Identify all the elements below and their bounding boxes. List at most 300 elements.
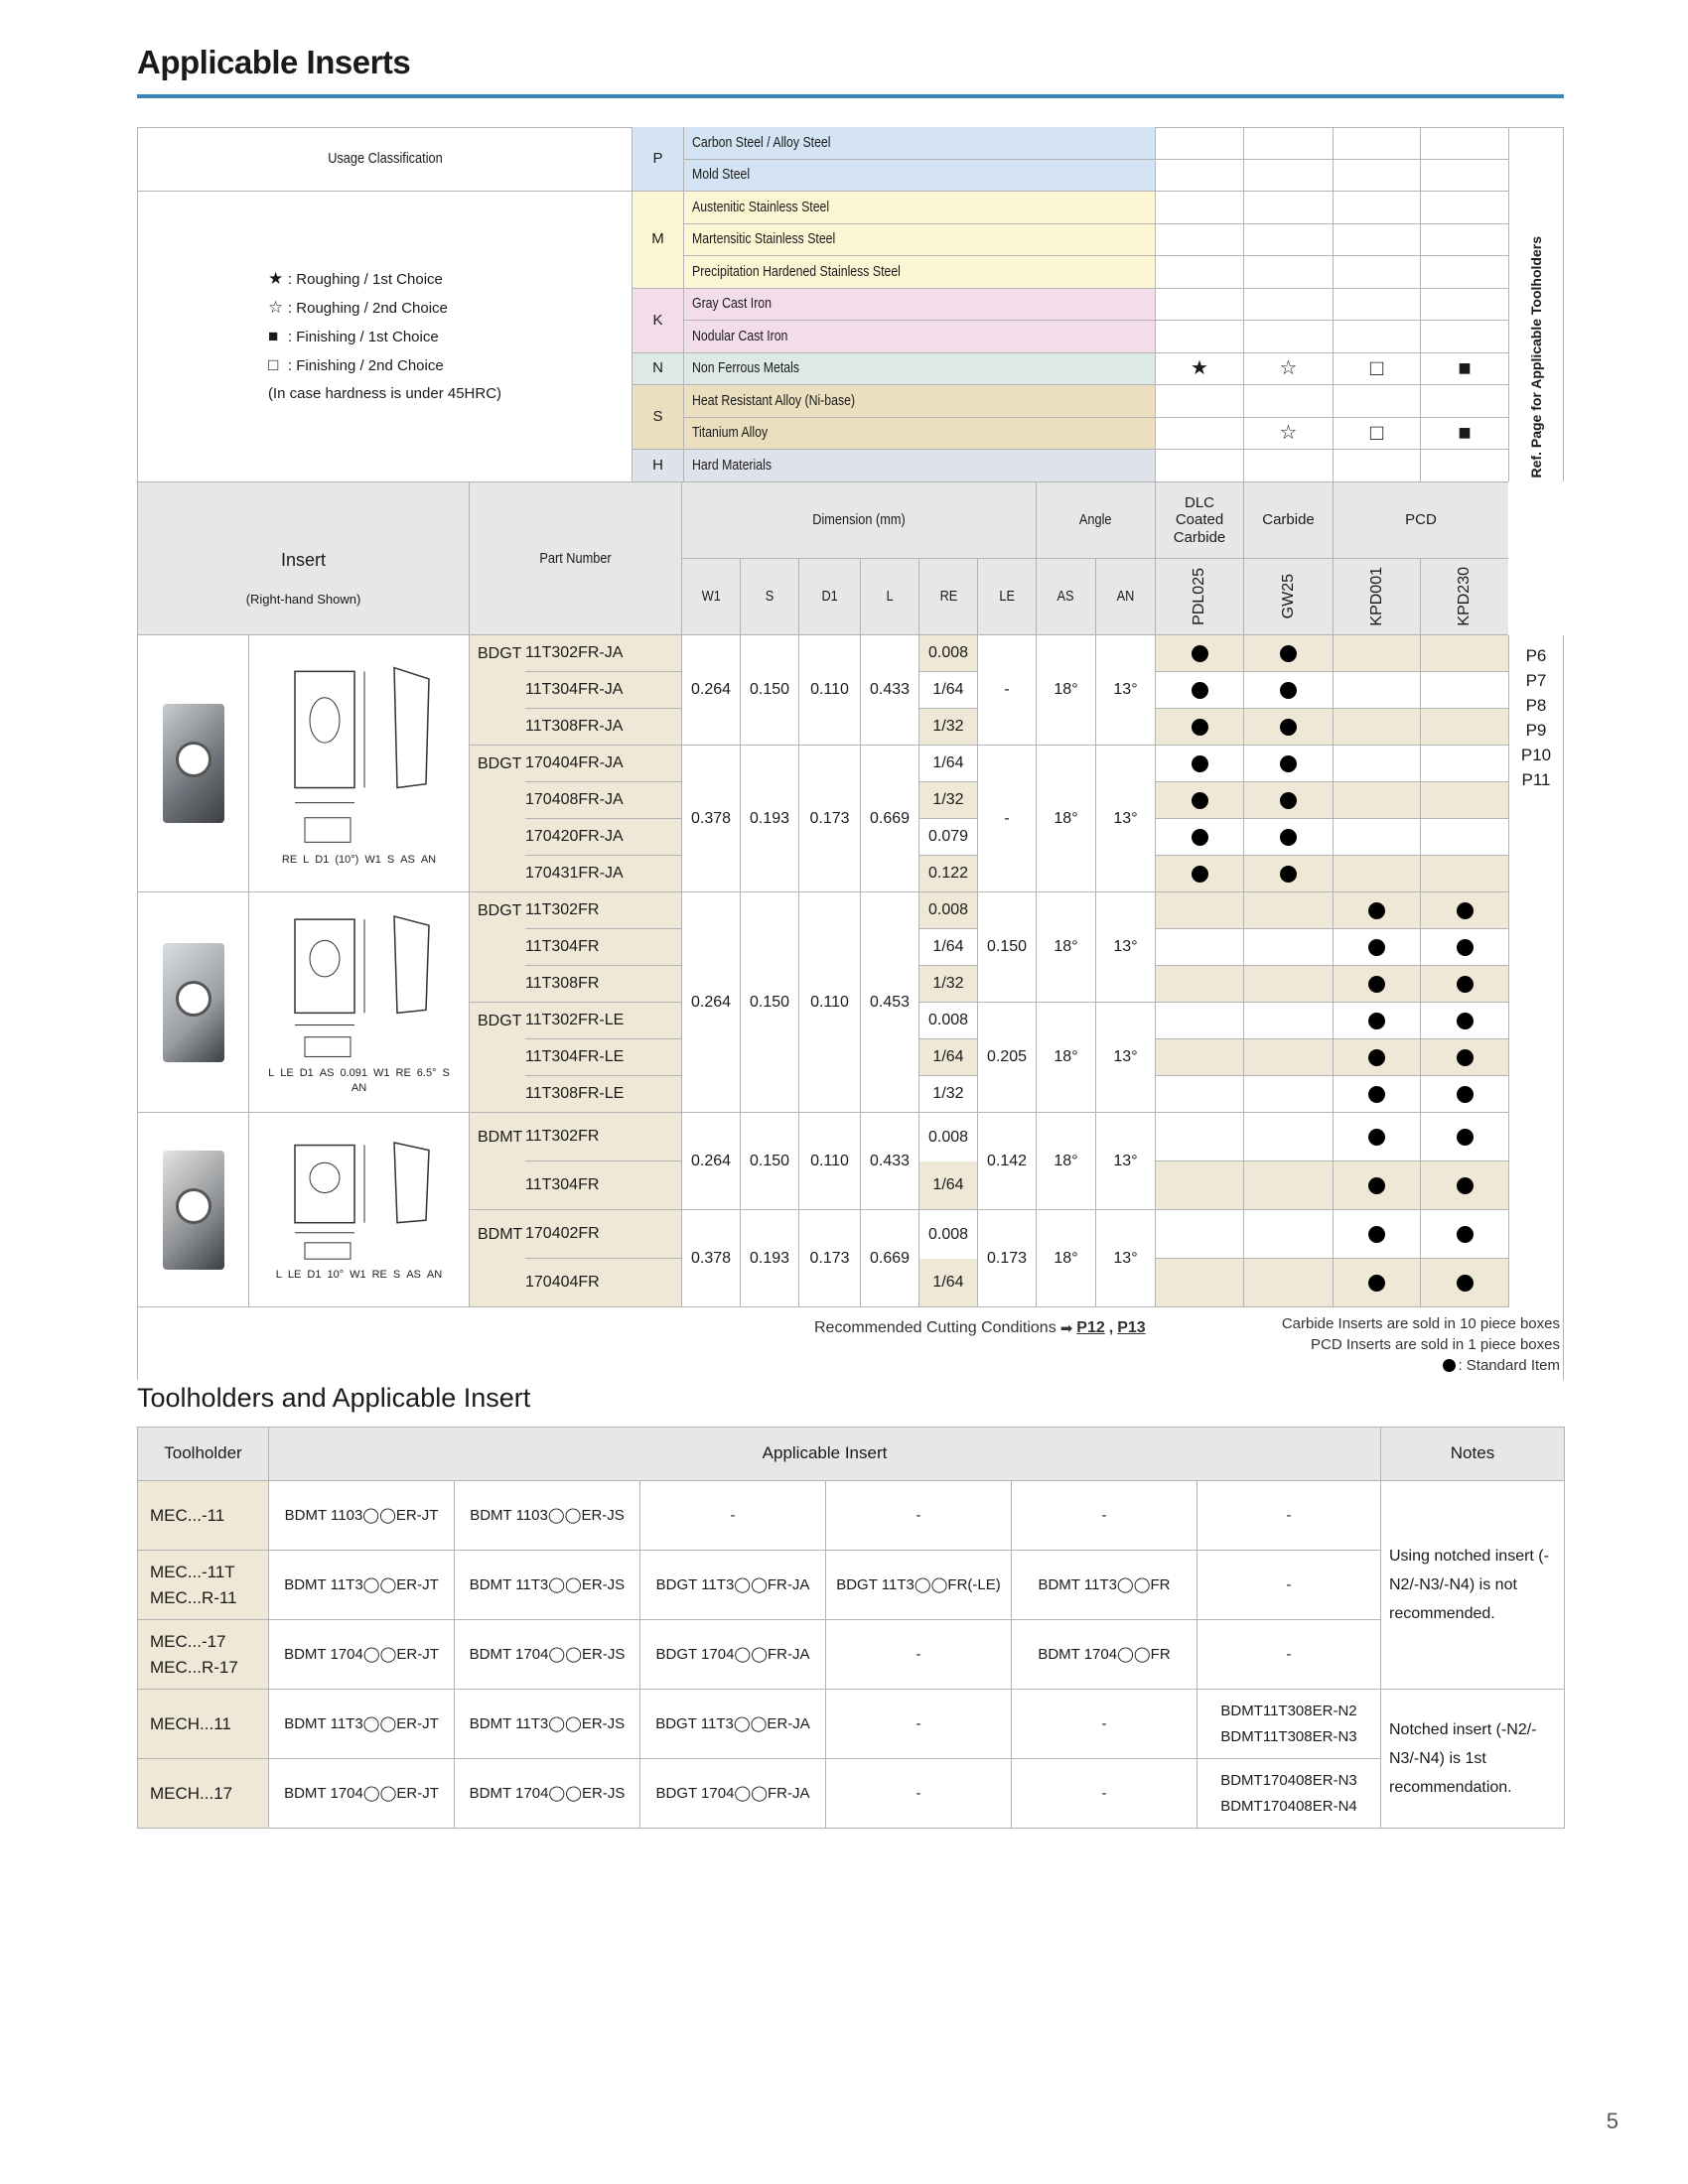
drawing-label: AN: [420, 854, 437, 866]
toolholders-title: Toolholders and Applicable Insert: [137, 1383, 531, 1413]
rating-cell: [1243, 160, 1333, 193]
insert-code: -: [1101, 1714, 1107, 1732]
grade-label: GW25: [1279, 574, 1297, 619]
angle-col-as-text: AS: [1056, 588, 1074, 605]
square-filled-icon: ■: [1420, 353, 1508, 386]
part-number: 170420FR-JA: [525, 819, 681, 856]
material-name: Precipitation Hardened Stainless Steel: [692, 262, 901, 280]
standard-item-dot-icon: [1457, 976, 1474, 993]
rating-cell: [1155, 450, 1243, 482]
grade-col-kpd001: [1333, 559, 1420, 635]
material-row: [683, 321, 1155, 353]
toolholder-name: MEC...-11T: [150, 1562, 235, 1581]
material-name: Martensitic Stainless Steel: [692, 230, 836, 248]
re-value: 0.008: [918, 635, 977, 672]
rating-cell: [1155, 418, 1243, 451]
part-prefix: BDGT: [478, 1012, 522, 1029]
page-title: Applicable Inserts: [137, 44, 411, 80]
drawing-label: W1: [364, 854, 381, 866]
applicable-insert-cell: [454, 1481, 639, 1551]
dim-d1-value: 0.173: [798, 1210, 860, 1307]
insert-drawing: [248, 635, 469, 892]
ref-page-link[interactable]: P9: [1525, 721, 1547, 740]
angle-as-value: 18°: [1036, 1003, 1095, 1113]
toolholder-name: MEC...-17: [150, 1631, 226, 1651]
star-filled-icon: ★: [267, 269, 284, 289]
standard-item-dot-icon: [1280, 866, 1297, 883]
grade-cell: [1243, 1161, 1333, 1210]
applicable-insert-cell: [1011, 1481, 1196, 1551]
grade-cell: [1333, 1076, 1420, 1113]
part-number: 170431FR-JA: [525, 865, 624, 883]
material-name: Non Ferrous Metals: [692, 359, 800, 377]
grade-cell: [1155, 672, 1243, 709]
grade-cell: [1420, 746, 1508, 782]
insert-code: BDMT 11T3◯◯ER-JT: [284, 1714, 439, 1732]
dim-l-value: 0.453: [860, 892, 918, 1113]
material-name: Carbon Steel / Alloy Steel: [692, 133, 831, 151]
grade-cell: [1155, 929, 1243, 966]
insert-code: -: [915, 1784, 921, 1802]
standard-item-label: : Standard Item: [1458, 1357, 1560, 1374]
grade-cell: [1243, 709, 1333, 746]
dim-col-re: [918, 559, 977, 635]
grade-cell: [1333, 966, 1420, 1003]
grade-cell: [1243, 1076, 1333, 1113]
rating-cell: [1333, 385, 1420, 418]
insert-code: BDGT 1704◯◯FR-JA: [655, 1645, 810, 1663]
applicable-insert-cell: [825, 1620, 1011, 1690]
drawing-label: RE: [281, 854, 298, 866]
applicable-insert-cell: [268, 1551, 454, 1620]
ref-page-link[interactable]: P8: [1525, 696, 1547, 715]
rating-cell: [1155, 192, 1243, 224]
dim-s-value: 0.150: [740, 1113, 798, 1210]
insert-code: BDMT 1103◯◯ER-JS: [470, 1506, 625, 1524]
standard-item-dot-icon: [1457, 1129, 1474, 1146]
rating-cell: [1333, 256, 1420, 289]
grade-group-header: [1243, 481, 1333, 559]
grade-cell: [1420, 1210, 1508, 1259]
standard-item-dot-icon: [1192, 682, 1208, 699]
usage-legend: [137, 192, 632, 482]
grade-cell: [1155, 1161, 1243, 1210]
drawing-label: AN: [426, 1269, 443, 1281]
insert-code: BDMT 11T3◯◯ER-JT: [284, 1575, 439, 1593]
material-row: [683, 224, 1155, 257]
insert-code: BDMT 11T3◯◯ER-JS: [469, 1714, 626, 1732]
grade-group-header: [1333, 481, 1508, 559]
grade-cell: [1333, 782, 1420, 819]
grade-cell: [1243, 1210, 1333, 1259]
standard-item-dot-icon: [1368, 1049, 1385, 1066]
rating-cell: [1333, 321, 1420, 353]
drawing-label: D1: [315, 854, 330, 866]
insert-code: BDGT 11T3◯◯FR-JA: [655, 1575, 810, 1593]
ref-page-link[interactable]: P6: [1525, 646, 1547, 665]
applicable-insert-cell: [454, 1620, 639, 1690]
iso-group-m: M: [632, 192, 683, 289]
dim-l-value: 0.433: [860, 635, 918, 746]
drawing-label: D1: [307, 1269, 322, 1281]
re-value: 0.008: [918, 1113, 977, 1161]
ref-page-link[interactable]: P7: [1525, 671, 1547, 690]
pcd-box-note: PCD Inserts are sold in 1 piece boxes: [1311, 1336, 1560, 1353]
material-row: [683, 192, 1155, 224]
re-value: 1/64: [918, 929, 977, 966]
re-value: 1/32: [918, 709, 977, 746]
dim-col-d1: [798, 559, 860, 635]
grade-cell: [1420, 1259, 1508, 1307]
grade-cell: [1333, 929, 1420, 966]
material-row: [683, 353, 1155, 386]
re-value: 0.079: [918, 819, 977, 856]
material-row: [683, 289, 1155, 322]
legend-label: : Roughing / 2nd Choice: [287, 300, 448, 318]
standard-item-dot-icon: [1368, 1177, 1385, 1194]
grade-cell: [1420, 966, 1508, 1003]
standard-item-dot-icon: [1457, 1049, 1474, 1066]
insert-dimension-drawing: [265, 1138, 454, 1263]
toolholder-name: MEC...R-17: [150, 1657, 238, 1677]
re-value: 1/64: [918, 1161, 977, 1210]
dim-s-value: 0.150: [740, 635, 798, 746]
dim-l-value: 0.433: [860, 1113, 918, 1210]
grade-cell: [1420, 856, 1508, 892]
material-row: [683, 127, 1155, 160]
dim-le-value: 0.142: [977, 1113, 1036, 1210]
part-prefix: BDMT: [478, 1128, 523, 1146]
title-divider: [137, 94, 1564, 98]
applicable-insert-cell: [1011, 1690, 1196, 1759]
drawing-label: D1: [299, 1066, 314, 1079]
grade-cell: [1333, 1210, 1420, 1259]
insert-image: [163, 1151, 224, 1270]
standard-item-dot-icon: [1443, 1359, 1456, 1372]
grade-cell: [1420, 1003, 1508, 1039]
insert-drawing: [248, 1113, 469, 1307]
rating-cell: [1420, 256, 1508, 289]
page-number: 5: [1606, 2109, 1618, 2133]
insert-code: -: [1101, 1506, 1107, 1524]
grade-cell: [1155, 819, 1243, 856]
material-row: [683, 450, 1155, 482]
applicable-insert-cell: [639, 1551, 825, 1620]
grade-cell: [1333, 635, 1420, 672]
part-number-cell: [469, 1039, 681, 1076]
drawing-label: L: [268, 1066, 275, 1079]
rating-cell: [1243, 192, 1333, 224]
standard-item-dot-icon: [1368, 902, 1385, 919]
rating-cell: [1155, 289, 1243, 322]
grade-cell: [1243, 1003, 1333, 1039]
angle-an-value: 13°: [1095, 1113, 1155, 1210]
part-number: 170408FR-JA: [525, 782, 681, 819]
carbide-box-note: Carbide Inserts are sold in 10 piece boxes: [1281, 1315, 1560, 1332]
ref-page-link[interactable]: P10: [1520, 746, 1552, 764]
part-number: 170404FR: [525, 1274, 600, 1292]
angle-col-an-text: AN: [1116, 588, 1135, 605]
material-row: [683, 418, 1155, 451]
dim-s-value: 0.193: [740, 746, 798, 892]
grade-label: PDL025: [1191, 568, 1208, 625]
grade-cell: [1155, 856, 1243, 892]
iso-group-h: H: [632, 450, 683, 482]
square-outline-icon: □: [1333, 353, 1420, 386]
angle-as-value: 18°: [1036, 635, 1095, 746]
insert-code: BDGT 11T3◯◯FR(-LE): [836, 1575, 1001, 1593]
drawing-label: W1: [373, 1066, 390, 1079]
applicable-insert-cell: [1196, 1481, 1380, 1551]
arrow-right-icon: ➡: [1059, 1320, 1073, 1337]
dim-d1-value: 0.173: [798, 746, 860, 892]
drawing-label: 0.091: [340, 1066, 368, 1079]
standard-item-dot-icon: [1457, 1086, 1474, 1103]
drawing-label: (10°): [335, 854, 359, 866]
grade-cell: [1155, 1210, 1243, 1259]
part-number: 170402FR: [525, 1210, 681, 1259]
drawing-label: AN: [351, 1081, 367, 1094]
grade-col-pdl025: [1155, 559, 1243, 635]
iso-group-s: S: [632, 385, 683, 450]
grade-cell: [1420, 819, 1508, 856]
insert-dimension-drawing: [265, 660, 454, 848]
dim-col-s-text: S: [765, 588, 774, 605]
grade-col-kpd230: [1420, 559, 1508, 635]
rating-cell: [1420, 224, 1508, 257]
standard-item-legend: [1282, 1355, 1560, 1376]
standard-item-dot-icon: [1192, 645, 1208, 662]
toolholder-name: MECH...11: [150, 1713, 231, 1733]
angle-col-as: [1036, 559, 1095, 635]
re-value: 0.008: [918, 1210, 977, 1259]
toolholder-name: MECH...17: [150, 1783, 233, 1803]
rating-cell: [1333, 224, 1420, 257]
toolholder-cell: [137, 1481, 268, 1551]
drawing-label: 10°: [327, 1269, 345, 1281]
insert-code: BDMT170408ER-N4: [1220, 1797, 1357, 1815]
insert-code: -: [915, 1714, 921, 1732]
standard-item-dot-icon: [1457, 1226, 1474, 1243]
grade-cell: [1333, 1259, 1420, 1307]
applicable-insert-cell: [1196, 1759, 1380, 1829]
grade-group-label: Carbide: [1262, 511, 1315, 529]
link-p13[interactable]: P13: [1117, 1319, 1146, 1336]
part-number: 170404FR-JA: [525, 746, 681, 782]
grade-cell: [1155, 1039, 1243, 1076]
grade-cell: [1243, 782, 1333, 819]
angle-header: [1036, 481, 1155, 559]
drawing-label: S: [442, 1066, 450, 1079]
iso-group-k: K: [632, 289, 683, 353]
drawing-label: AS: [400, 854, 415, 866]
insert-code: -: [1101, 1784, 1107, 1802]
rating-cell: [1333, 192, 1420, 224]
grade-cell: [1333, 1003, 1420, 1039]
legend-note: (In case hardness is under 45HRC): [267, 385, 502, 403]
toolholder-cell: [137, 1690, 268, 1759]
legend-label: : Roughing / 1st Choice: [287, 271, 443, 289]
part-number-cell: [469, 1076, 681, 1113]
drawing-label: L: [275, 1269, 282, 1281]
grade-cell: [1243, 819, 1333, 856]
applicable-insert-cell: [268, 1759, 454, 1829]
standard-item-dot-icon: [1457, 1275, 1474, 1292]
material-row: [683, 385, 1155, 418]
grade-cell: [1333, 1039, 1420, 1076]
applicable-insert-cell: [268, 1690, 454, 1759]
re-value: 0.008: [918, 892, 977, 929]
part-number-cell: [469, 1161, 681, 1210]
angle-an-value: 13°: [1095, 892, 1155, 1003]
grade-cell: [1420, 672, 1508, 709]
insert-image: [163, 943, 224, 1062]
re-value: 0.008: [918, 1003, 977, 1039]
sales-notes: [1282, 1313, 1560, 1376]
grade-cell: [1420, 929, 1508, 966]
part-number: 11T302FR: [525, 1113, 681, 1161]
grade-cell: [1155, 1259, 1243, 1307]
insert-hole-icon: [176, 1188, 211, 1224]
applicable-insert-header: Applicable Insert: [268, 1427, 1380, 1481]
angle-as-value: 18°: [1036, 746, 1095, 892]
toolholder-cell: [137, 1551, 268, 1620]
star-filled-icon: ★: [1155, 353, 1243, 386]
dim-col-l: [860, 559, 918, 635]
part-number: 11T302FR: [525, 892, 681, 929]
iso-group-p: P: [632, 127, 683, 192]
applicable-insert-cell: [454, 1759, 639, 1829]
insert-code: -: [915, 1506, 921, 1524]
ref-pages: [1508, 635, 1564, 1307]
standard-item-dot-icon: [1280, 792, 1297, 809]
part-number: 11T304FR: [525, 929, 681, 966]
grade-cell: [1243, 1259, 1333, 1307]
standard-item-dot-icon: [1457, 902, 1474, 919]
standard-item-dot-icon: [1368, 1086, 1385, 1103]
applicable-insert-cell: [268, 1620, 454, 1690]
rating-cell: [1420, 321, 1508, 353]
insert-code: BDMT 1704◯◯ER-JS: [469, 1784, 626, 1802]
applicable-insert-cell: [268, 1481, 454, 1551]
dim-w1-value: 0.264: [681, 635, 740, 746]
star-outline-icon: ☆: [267, 298, 284, 318]
applicable-insert-cell: [1011, 1759, 1196, 1829]
iso-group-n: N: [632, 353, 683, 386]
usage-classification-header-text: Usage Classification: [327, 150, 443, 167]
grade-cell: [1243, 746, 1333, 782]
rating-cell: [1155, 127, 1243, 160]
dim-col-re-text: RE: [939, 588, 957, 605]
standard-item-dot-icon: [1192, 755, 1208, 772]
insert-photo: [137, 892, 248, 1113]
link-separator: ,: [1108, 1319, 1114, 1336]
grade-cell: [1243, 929, 1333, 966]
grade-cell: [1243, 966, 1333, 1003]
applicable-insert-cell: [825, 1690, 1011, 1759]
dimension-header: [681, 481, 1036, 559]
part-number-cell: [469, 746, 681, 782]
note-text: Using notched insert (-N2/-N3/-N4) is not recommended.: [1389, 1548, 1549, 1622]
applicable-insert-cell: [1196, 1690, 1380, 1759]
link-p12[interactable]: P12: [1076, 1319, 1105, 1336]
drawing-label: W1: [350, 1269, 366, 1281]
square-filled-icon: ■: [267, 327, 279, 346]
part-number-cell: [469, 929, 681, 966]
re-value: 1/64: [918, 672, 977, 709]
rating-cell: [1243, 321, 1333, 353]
insert-hole-icon: [176, 742, 211, 777]
angle-an-value: 13°: [1095, 746, 1155, 892]
part-prefix: BDMT: [478, 1225, 523, 1243]
standard-item-dot-icon: [1192, 792, 1208, 809]
grade-cell: [1155, 782, 1243, 819]
rating-cell: [1155, 160, 1243, 193]
insert-code: BDMT11T308ER-N3: [1220, 1727, 1357, 1745]
grade-cell: [1155, 966, 1243, 1003]
grade-cell: [1420, 1113, 1508, 1161]
re-value: 1/32: [918, 966, 977, 1003]
applicable-insert-cell: [454, 1690, 639, 1759]
dim-d1-value: 0.110: [798, 892, 860, 1113]
note-text: Notched insert (-N2/-N3/-N4) is 1st recommendation.: [1389, 1721, 1537, 1796]
notes-header: Notes: [1380, 1427, 1565, 1481]
insert-header-sub: (Right-hand Shown): [245, 591, 361, 607]
grade-cell: [1243, 635, 1333, 672]
dim-col-le: [977, 559, 1036, 635]
part-number-cell: [469, 1259, 681, 1307]
rating-cell: [1420, 192, 1508, 224]
dim-le-value: -: [977, 635, 1036, 746]
rating-cell: [1155, 321, 1243, 353]
legend-item: [268, 265, 501, 294]
insert-code: BDMT 1704◯◯ER-JT: [284, 1645, 439, 1663]
dim-col-w1-text: W1: [701, 588, 721, 605]
standard-item-dot-icon: [1280, 719, 1297, 736]
dimension-header-text: Dimension (mm): [812, 511, 906, 528]
dim-d1-value: 0.110: [798, 635, 860, 746]
drawing-label: RE: [395, 1066, 411, 1079]
applicable-insert-cell: [454, 1551, 639, 1620]
applicable-insert-cell: [639, 1690, 825, 1759]
standard-item-dot-icon: [1368, 939, 1385, 956]
dim-le-value: 0.173: [977, 1210, 1036, 1307]
standard-item-dot-icon: [1280, 682, 1297, 699]
material-row: [683, 160, 1155, 193]
rating-cell: [1420, 450, 1508, 482]
insert-code: -: [915, 1645, 921, 1663]
dim-w1-value: 0.378: [681, 746, 740, 892]
material-name: Titanium Alloy: [692, 424, 769, 442]
dim-col-d1-text: D1: [821, 588, 838, 605]
dim-l-value: 0.669: [860, 746, 918, 892]
grade-col-gw25: [1243, 559, 1333, 635]
grade-group-label: PCD: [1405, 511, 1437, 529]
grade-cell: [1420, 1076, 1508, 1113]
insert-code: -: [1286, 1645, 1292, 1663]
legend-item: [268, 323, 501, 351]
standard-item-dot-icon: [1192, 829, 1208, 846]
rating-cell: [1333, 127, 1420, 160]
legend-label: : Finishing / 2nd Choice: [287, 357, 444, 375]
drawing-label: 6.5°: [416, 1066, 437, 1079]
insert-code: BDMT11T308ER-N2: [1220, 1702, 1357, 1719]
insert-code: BDMT170408ER-N3: [1220, 1771, 1357, 1789]
ref-page-link[interactable]: P11: [1521, 770, 1551, 789]
insert-header: [137, 481, 469, 635]
dim-le-value: 0.205: [977, 1003, 1036, 1113]
grade-cell: [1155, 635, 1243, 672]
